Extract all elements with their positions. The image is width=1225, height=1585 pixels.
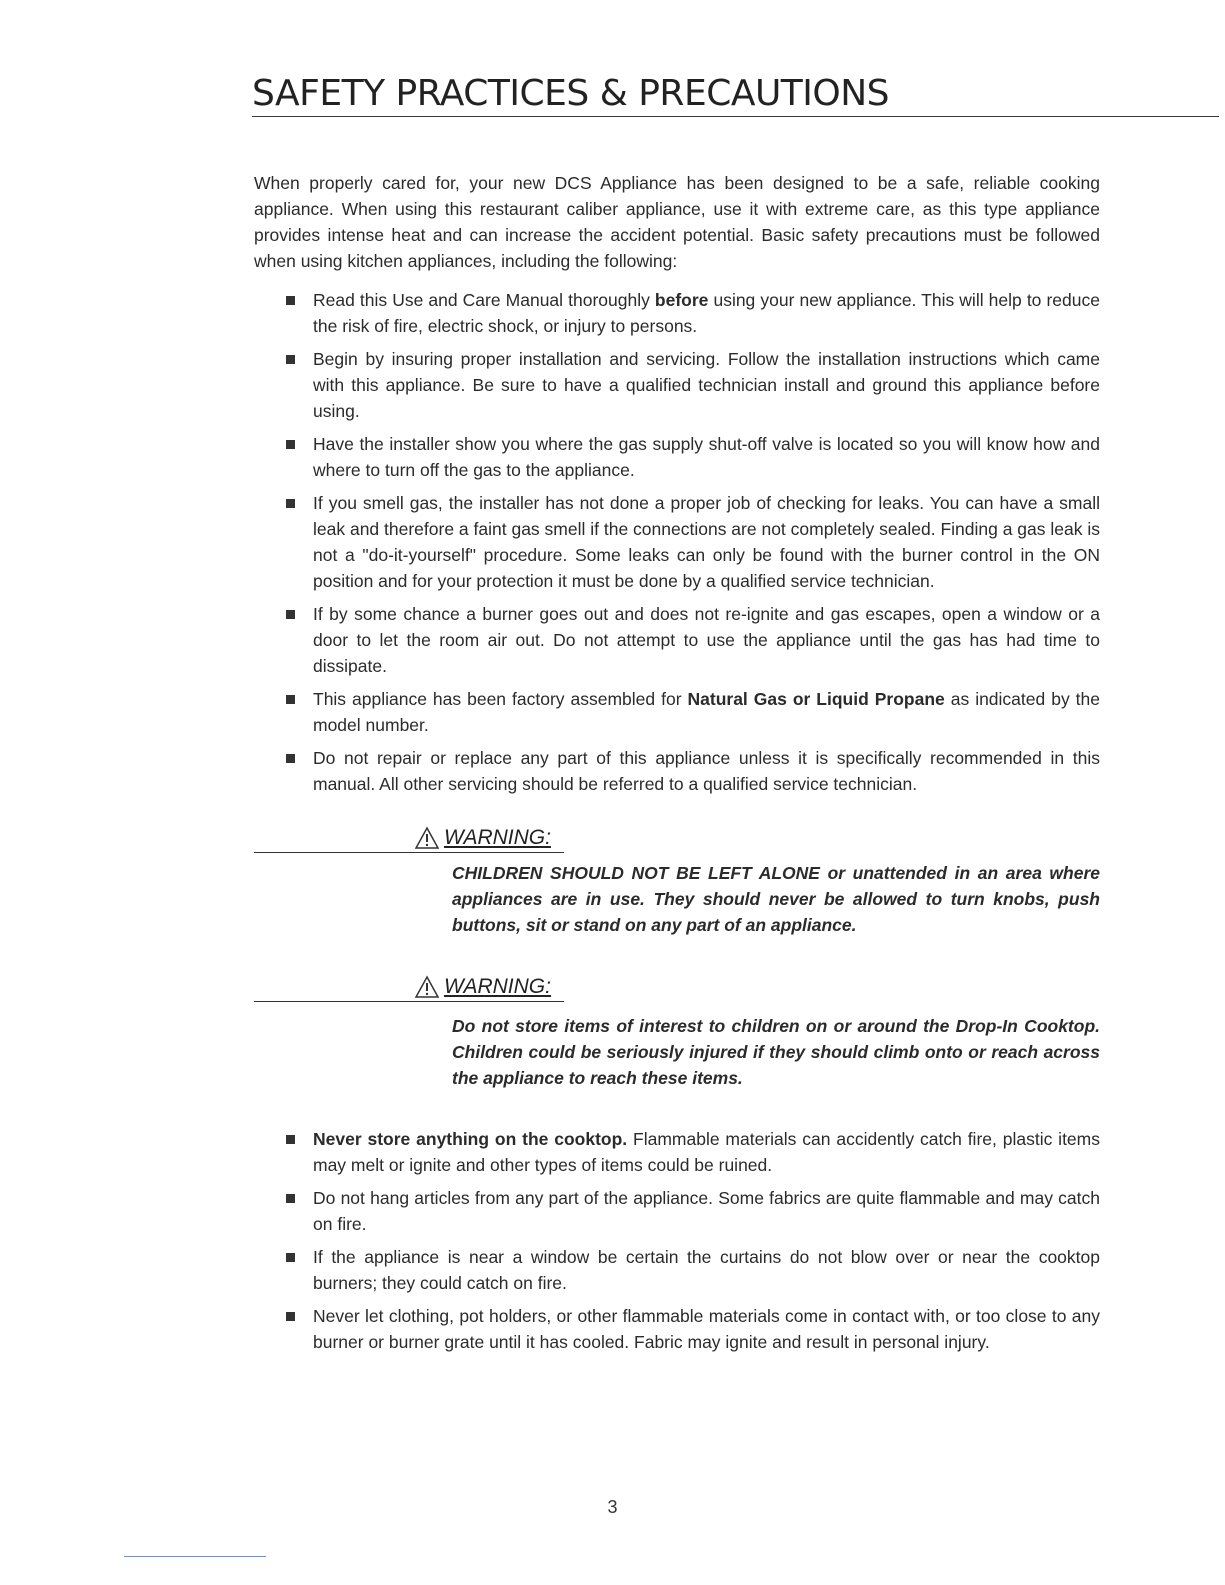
- list-item: Never store anything on the cooktop. Flammable materials can accidently catch fire, plastic items may melt or ignite and other types of items could be ruined.: [282, 1126, 1100, 1178]
- square-bullet-icon: [286, 610, 295, 619]
- square-bullet-icon: [286, 695, 295, 704]
- square-bullet-icon: [286, 440, 295, 449]
- list-item: If by some chance a burner goes out and does not re-ignite and gas escapes, open a window or a door to let the room air out. Do not attempt to use the appliance until the gas has had time to dissipate.: [282, 601, 1100, 679]
- warning-text: Do not store items of interest to children on or around the Drop-In Cooktop. Children could be seriously injured if they should climb onto or reach across the appliance to reach these items.: [452, 1016, 1100, 1088]
- list-item: If the appliance is near a window be certain the curtains do not blow over or near the cooktop burners; they could catch on fire.: [282, 1244, 1100, 1296]
- list-item: Do not hang articles from any part of the appliance. Some fabrics are quite flammable and may catch on fire.: [282, 1185, 1100, 1237]
- square-bullet-icon: [286, 499, 295, 508]
- warning-header-1: [254, 822, 564, 853]
- page-title: SAFETY PRACTICES & PRECAUTIONS: [252, 73, 890, 114]
- warning-triangle-icon: [414, 826, 440, 850]
- list-item: Read this Use and Care Manual thoroughly before using your new appliance. This will help to reduce the risk of fire, electric shock, or injury to persons.: [282, 287, 1100, 339]
- warning-text: CHILDREN SHOULD NOT BE LEFT ALONE or unattended in an area where appliances are in use. They should never be allowed to turn knobs, push buttons, sit or stand on any part of an appliance.: [452, 863, 1100, 935]
- intro-text: When properly cared for, your new DCS Appliance has been designed to be a safe, reliable cooking appliance. When using this restaurant caliber appliance, use it with extreme care, as this type appliance provides intense heat and can increase the accident potential. Basic safety precautions must be followed when using kitchen appliances, including the following:: [254, 173, 1100, 271]
- safety-list-1: [282, 287, 1100, 804]
- intro-paragraph: [254, 170, 1100, 274]
- square-bullet-icon: [286, 1312, 295, 1321]
- list-item: Never let clothing, pot holders, or other flammable materials come in contact with, or too close to any burner or burner grate until it has cooled. Fabric may ignite and result in personal injury.: [282, 1303, 1100, 1355]
- footer-rule: [124, 1556, 266, 1557]
- square-bullet-icon: [286, 754, 295, 763]
- list-item: Do not repair or replace any part of this appliance unless it is specifically recommended in this manual. All other servicing should be referred to a qualified service technician.: [282, 745, 1100, 797]
- warning-label: WARNING:: [444, 975, 551, 998]
- safety-list-2: [282, 1126, 1100, 1362]
- warning-header-2: [254, 971, 564, 1002]
- warning-label: WARNING:: [444, 826, 551, 849]
- list-item: Have the installer show you where the gas supply shut-off valve is located so you will know how and where to turn off the gas to the appliance.: [282, 431, 1100, 483]
- square-bullet-icon: [286, 1253, 295, 1262]
- square-bullet-icon: [286, 296, 295, 305]
- list-item: Begin by insuring proper installation and servicing. Follow the installation instructions which came with this appliance. Be sure to have a qualified technician install and ground this appliance before using.: [282, 346, 1100, 424]
- page-heading: [252, 74, 1219, 117]
- square-bullet-icon: [286, 1135, 295, 1144]
- list-item: This appliance has been factory assembled for Natural Gas or Liquid Propane as indicated by the model number.: [282, 686, 1100, 738]
- square-bullet-icon: [286, 1194, 295, 1203]
- square-bullet-icon: [286, 355, 295, 364]
- page-number: 3: [607, 1497, 618, 1517]
- warning-triangle-icon: [414, 975, 440, 999]
- list-item: If you smell gas, the installer has not done a proper job of checking for leaks. You can have a small leak and therefore a faint gas smell if the connections are not completely sealed. Finding a gas leak is not a "do-it-yourself" procedure. Some leaks can only be found with the burner control in the ON position and for your protection it must be done by a qualified service technician.: [282, 490, 1100, 594]
